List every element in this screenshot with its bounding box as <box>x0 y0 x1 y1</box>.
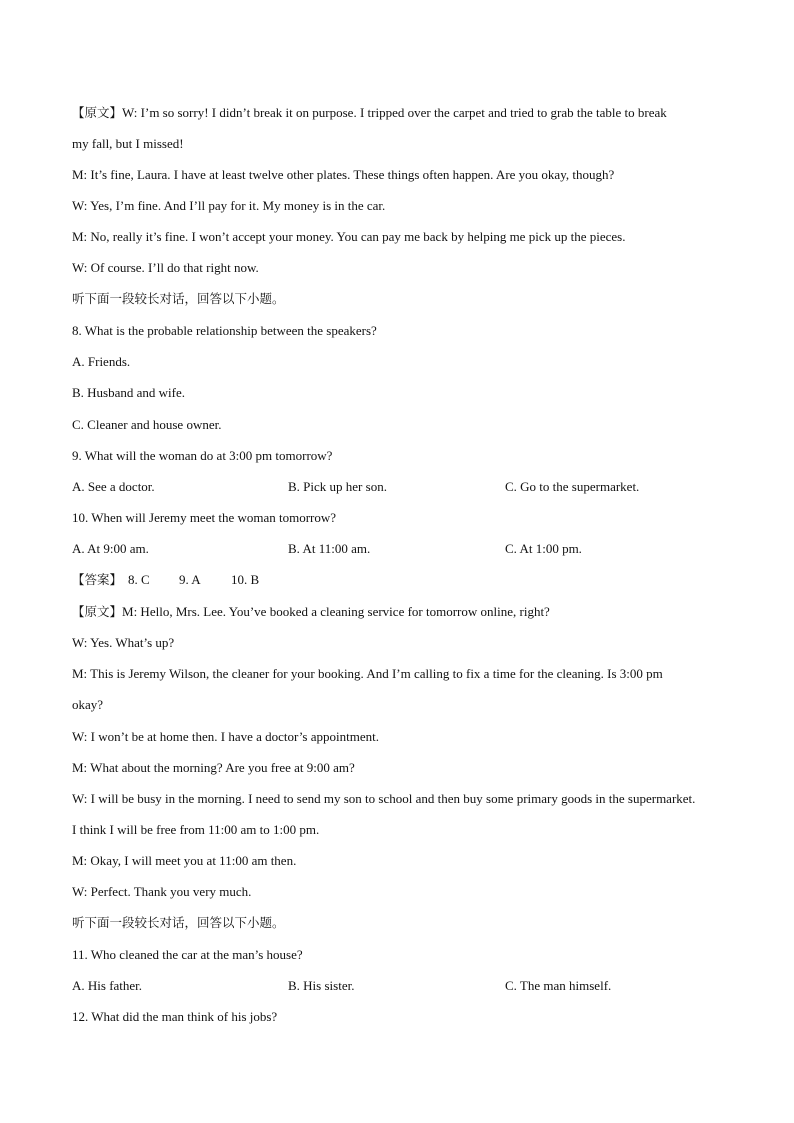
answer-8: 8. C <box>128 572 150 587</box>
options-9 <box>72 478 724 496</box>
transcript-line: W: Of course. I’ll do that right now. <box>72 260 259 275</box>
options-11 <box>72 977 724 995</box>
option-10a: A. At 9:00 am. <box>72 541 149 556</box>
transcript-line: W: I won’t be at home then. I have a doctor’s appointment. <box>72 729 379 744</box>
transcript-line <box>72 603 550 621</box>
transcript-line: W: Yes. What’s up? <box>72 635 175 650</box>
option-11c: C. The man himself. <box>505 978 612 993</box>
option-10b: B. At 11:00 am. <box>288 541 371 556</box>
answer-tag: 【答案】 <box>72 572 123 587</box>
transcript-text: M: Hello, Mrs. Lee. You’ve booked a cleaning service for tomorrow online, right? <box>122 604 550 619</box>
question-12: 12. What did the man think of his jobs? <box>72 1009 278 1024</box>
transcript-line: I think I will be free from 11:00 am to 1:00 pm. <box>72 822 320 837</box>
transcript-line: M: Okay, I will meet you at 11:00 am then. <box>72 853 297 868</box>
transcript-line <box>72 104 667 122</box>
original-text-tag: 【原文】 <box>72 604 123 619</box>
transcript-line: M: It’s fine, Laura. I have at least twelve other plates. These things often happen. Are you okay, though? <box>72 167 615 182</box>
section-instruction: 听下面一段较长对话，回答以下小题。 <box>72 291 285 306</box>
question-10: 10. When will Jeremy meet the woman tomorrow? <box>72 510 337 525</box>
transcript-line: M: What about the morning? Are you free at 9:00 am? <box>72 760 355 775</box>
option-9b: B. Pick up her son. <box>288 479 387 494</box>
section-instruction: 听下面一段较长对话，回答以下小题。 <box>72 915 285 930</box>
transcript-line: my fall, but I missed! <box>72 136 184 151</box>
original-text-tag: 【原文】 <box>72 105 123 120</box>
transcript-text: W: I’m so sorry! I didn’t break it on purpose. I tripped over the carpet and tried to grab the table to break <box>122 105 667 120</box>
question-9: 9. What will the woman do at 3:00 pm tomorrow? <box>72 448 333 463</box>
option-8c: C. Cleaner and house owner. <box>72 417 222 432</box>
option-9a: A. See a doctor. <box>72 479 155 494</box>
answer-line <box>72 571 724 589</box>
transcript-line: okay? <box>72 697 104 712</box>
question-11: 11. Who cleaned the car at the man’s house? <box>72 947 303 962</box>
transcript-line: M: This is Jeremy Wilson, the cleaner for your booking. And I’m calling to fix a time for the cleaning. Is 3:00 pm <box>72 666 663 681</box>
option-11b: B. His sister. <box>288 978 355 993</box>
options-10 <box>72 540 724 558</box>
option-9c: C. Go to the supermarket. <box>505 479 640 494</box>
answer-10: 10. B <box>231 572 260 587</box>
option-10c: C. At 1:00 pm. <box>505 541 582 556</box>
option-11a: A. His father. <box>72 978 143 993</box>
transcript-line: W: Perfect. Thank you very much. <box>72 884 252 899</box>
transcript-line: M: No, really it’s fine. I won’t accept your money. You can pay me back by helping me pick up the pieces. <box>72 229 626 244</box>
transcript-line: W: I will be busy in the morning. I need to send my son to school and then buy some primary goods in the supermarket. <box>72 791 696 806</box>
transcript-line: W: Yes, I’m fine. And I’ll pay for it. My money is in the car. <box>72 198 386 213</box>
question-8: 8. What is the probable relationship between the speakers? <box>72 323 377 338</box>
option-8b: B. Husband and wife. <box>72 385 186 400</box>
option-8a: A. Friends. <box>72 354 131 369</box>
answer-9: 9. A <box>179 572 201 587</box>
